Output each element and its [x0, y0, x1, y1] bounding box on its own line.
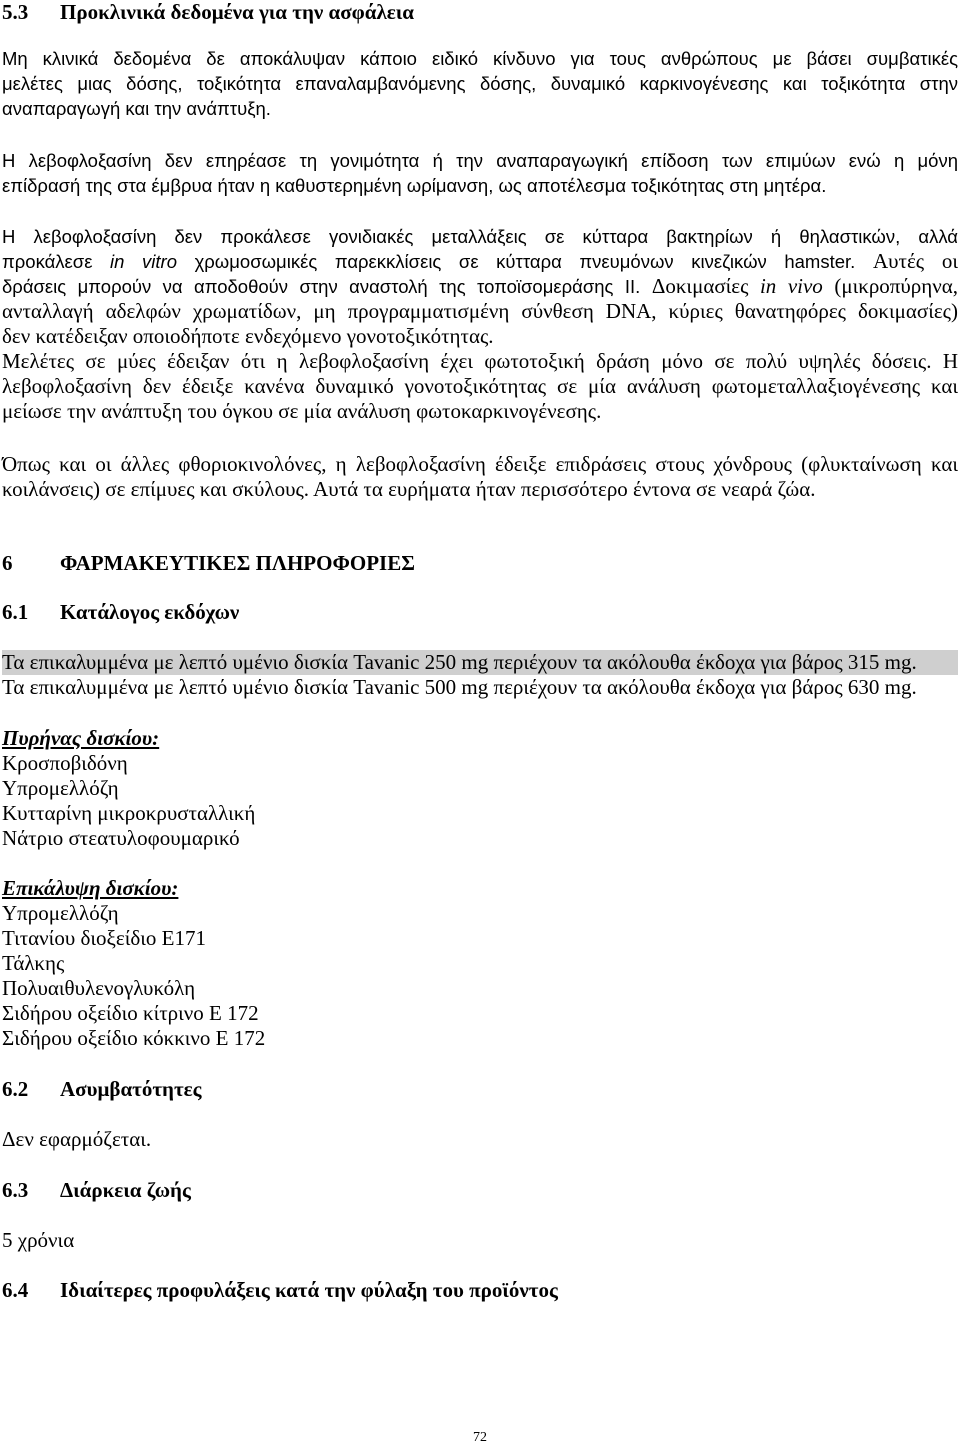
- paragraph-nonclinical: [2, 46, 958, 121]
- paragraph-line: Όπως και οι άλλες φθοριοκινολόνες, η λεβοφλοξασίνη έδειξε επιδράσεις στους χόνδρους (φλυκταίνωση και: [2, 452, 958, 476]
- text-run: Δοκιμασίες: [640, 274, 760, 298]
- italic-term-in-vitro: in vitro: [110, 251, 177, 272]
- section-6-heading: [2, 551, 958, 576]
- section-6-3-heading: [2, 1178, 958, 1203]
- section-title: Κατάλογος εκδόχων: [60, 600, 240, 624]
- list-item: Κυτταρίνη μικροκρυσταλλική: [2, 801, 256, 825]
- list-item: Νάτριο στεατυλοφουμαρικό: [2, 826, 240, 850]
- section-title: Διάρκεια ζωής: [60, 1178, 191, 1202]
- body-text: Δεν εφαρμόζεται.: [2, 1127, 152, 1151]
- paragraph-line: [2, 249, 958, 274]
- tablet-coating-list: [2, 876, 958, 1051]
- list-label-line: [2, 876, 958, 901]
- list-label: Επικάλυψη δισκίου:: [2, 876, 179, 900]
- paragraph-line: αναπαραγωγή και την ανάπτυξη.: [2, 98, 271, 119]
- italic-term-in-vivo: in vivo: [759, 274, 823, 298]
- list-label-line: [2, 726, 958, 751]
- highlighted-line: Τα επικαλυμμένα με λεπτό υμένιο δισκία Tavanic 250 mg περιέχουν τα ακόλουθα έκδοχα για βάρος 315 mg.: [2, 650, 958, 675]
- paragraph-line: ανταλλαγή αδελφών χρωματίδων, μη προγραμματισμένη σύνθεση DNA, κύριες θανατηφόρες δοκιμασίες): [2, 299, 958, 323]
- section-6-3-body: [2, 1228, 958, 1253]
- section-6-2-body: [2, 1127, 958, 1152]
- text-run: χρωμοσωμικές παρεκκλίσεις σε κύτταρα πνευμόνων κινεζικών hamster.: [176, 251, 856, 272]
- section-6-4-heading: [2, 1278, 958, 1303]
- text-run: προκάλεσε: [2, 251, 111, 272]
- paragraph-genotoxicity: [2, 224, 958, 424]
- list-item: Σιδήρου οξείδιο κίτρινο E 172: [2, 1001, 259, 1025]
- intro-line: Τα επικαλυμμένα με λεπτό υμένιο δισκία Tavanic 500 mg περιέχουν τα ακόλουθα έκδοχα για βάρος 630 mg.: [2, 675, 917, 699]
- section-number: 6.2: [2, 1077, 29, 1101]
- list-item: Πολυαιθυλενογλυκόλη: [2, 976, 196, 1000]
- section-title: Ιδιαίτερες προφυλάξεις κατά την φύλαξη του προϊόντος: [60, 1278, 558, 1302]
- section-number: 6.1: [2, 600, 29, 624]
- section-6-1-heading: [2, 600, 958, 625]
- heading-line: [2, 1077, 958, 1102]
- paragraph-line: λεβοφλοξασίνη δεν έδειξε κανένα δυναμικό γονοτοξικότητας σε μία ανάλυση φωτομεταλλαξιογένεσης και: [2, 374, 958, 398]
- list-item: Κροσποβιδόνη: [2, 751, 128, 775]
- paragraph-line: Μη κλινικά δεδομένα δε αποκάλυψαν κάποιο ειδικό κίνδυνο για τους ανθρώπους με βάσει συμβατικές: [2, 48, 958, 69]
- paragraph-fertility: [2, 148, 958, 198]
- paragraph-line: μείωσε την ανάπτυξη του όγκου σε μία ανάλυση φωτοκαρκινογένεσης.: [2, 399, 602, 423]
- paragraph-line: δεν κατέδειξαν οποιοδήποτε ενδεχόμενο γονοτοξικότητας.: [2, 324, 494, 348]
- page-number: 72: [473, 1430, 487, 1445]
- paragraph-line: μελέτες μιας δόσης, τοξικότητα επαναλαμβανόμενης δόσης, δυναμικό καρκινογένεσης και τοξικότητα στην: [2, 73, 958, 94]
- heading-line: [2, 1178, 958, 1203]
- section-number: 6.4: [2, 1278, 29, 1302]
- excipients-intro: [2, 650, 958, 700]
- tablet-core-list: [2, 726, 958, 851]
- list-item: Σιδήρου οξείδιο κόκκινο E 172: [2, 1026, 266, 1050]
- list-item: Υπρομελλόζη: [2, 776, 119, 800]
- body-text: 5 χρόνια: [2, 1228, 75, 1252]
- section-5-3-heading: [2, 0, 958, 25]
- paragraph-line: κοιλάνσεις) σε επίμυες και σκύλους. Αυτά τα ευρήματα ήταν περισσότερο έντονα σε νεαρά ζώα.: [2, 477, 816, 501]
- section-title: Προκλινικά δεδομένα για την ασφάλεια: [60, 0, 415, 24]
- paragraph-line: Η λεβοφλοξασίνη δεν επηρέασε τη γονιμότητα ή την αναπαραγωγική επίδοση των επιμύων ενώ η μόνη: [2, 150, 958, 171]
- paragraph-line: επίδρασή της στα έμβρυα ήταν η καθυστερημένη ωρίμανση, ως αποτέλεσμα τοξικότητας στη μητέρα.: [2, 175, 827, 196]
- paragraph-line: [2, 274, 958, 299]
- heading-line: [2, 551, 958, 576]
- section-title: Ασυμβατότητες: [60, 1077, 202, 1101]
- section-number: 6.3: [2, 1178, 29, 1202]
- heading-line: [2, 0, 958, 25]
- paragraph-line: Μελέτες σε μύες έδειξαν ότι η λεβοφλοξασίνη έχει φωτοτοξική δράση μόνο σε πολύ υψηλές δόσεις. Η: [2, 349, 958, 373]
- section-title: ΦΑΡΜΑΚΕΥΤΙΚΕΣ ΠΛΗΡΟΦΟΡΙΕΣ: [60, 551, 415, 575]
- list-item: Τάλκης: [2, 951, 65, 975]
- paragraph-line: Η λεβοφλοξασίνη δεν προκάλεσε γονιδιακές μεταλλάξεις σε κύτταρα βακτηρίων ή θηλαστικών, αλλά: [2, 226, 958, 247]
- list-item: Τιτανίου διοξείδιο E171: [2, 926, 206, 950]
- text-run: δράσεις μπορούν να αποδοθούν στην αναστολή της τοποϊσομεράσης II.: [2, 276, 641, 297]
- list-item: Υπρομελλόζη: [2, 901, 119, 925]
- section-6-2-heading: [2, 1077, 958, 1102]
- list-label: Πυρήνας δισκίου:: [2, 726, 160, 750]
- paragraph-cartilage: [2, 452, 958, 502]
- text-run: Αυτές οι: [855, 249, 958, 273]
- heading-line: [2, 1278, 958, 1303]
- section-number: 5.3: [2, 0, 29, 24]
- section-number: 6: [2, 551, 13, 575]
- text-run: (μικροπύρηνα,: [822, 274, 959, 298]
- heading-line: [2, 600, 958, 625]
